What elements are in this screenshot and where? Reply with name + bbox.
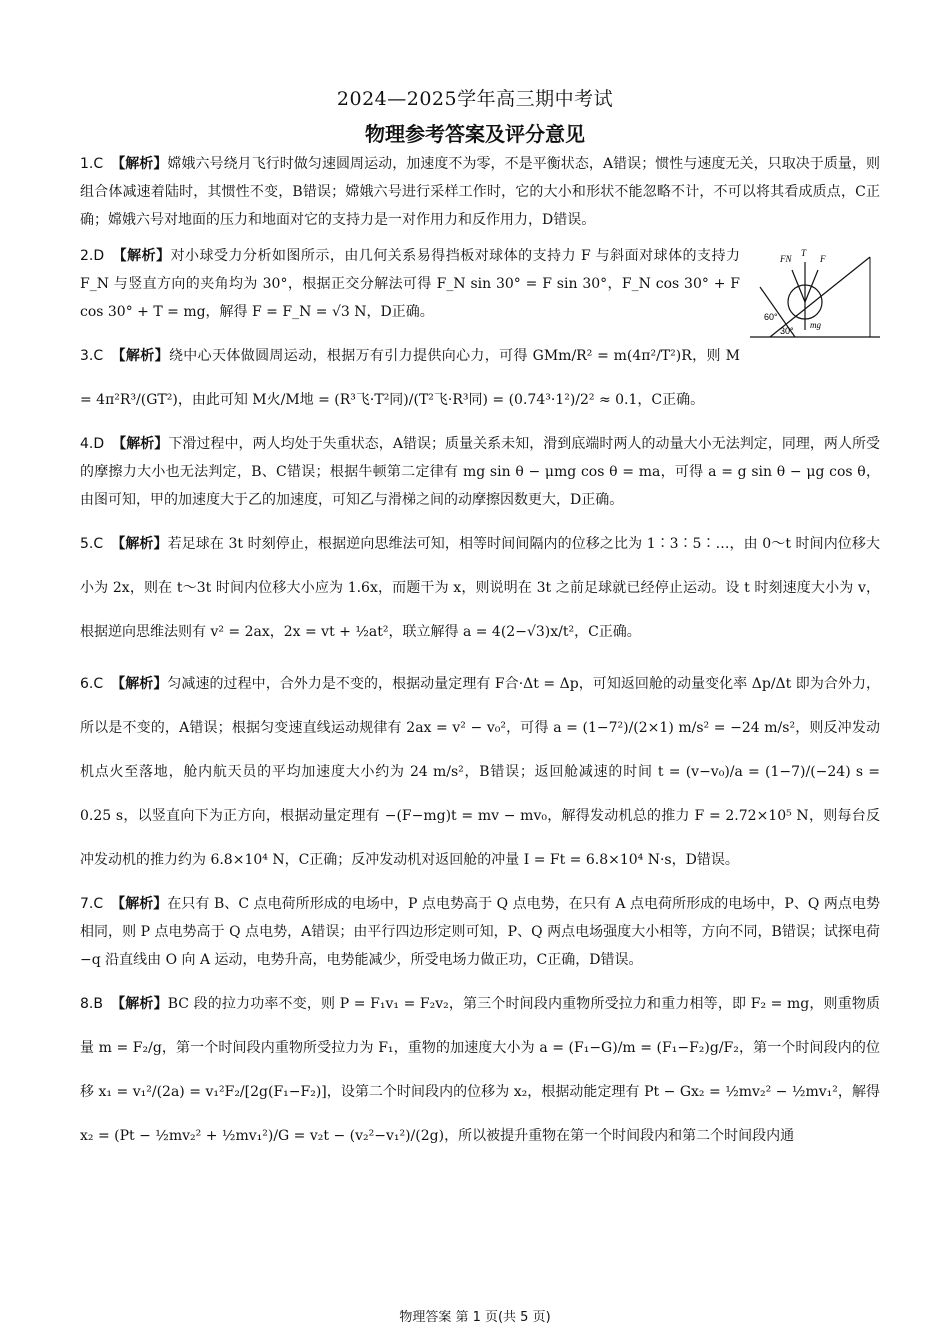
analysis-tag: 【解析】 [112,248,171,264]
analysis-tag: 【解析】 [111,536,168,552]
answer-subtitle: 物理参考答案及评分意见 [365,122,585,146]
answer-item-2 [80,242,880,336]
answer-text: 匀减速的过程中，合外力是不变的，根据动量定理有 F合·Δt = Δp，可知返回舱的动量变化率 Δp/Δt 即为合外力，所以是不变的，A错误；根据匀变速直线运动规律有 2ax = v² − v₀²，可得 a = (1−7²)/(2×1) m/s² = −24 m/s²，则反冲发动机点火至落地，舱内航天员的平均加速度大小约为 24 m/s²，B错误；返回舱减速的时间 t = (v−v₀)/a = (1−7)/(−24) s = 0.25 s，以竖直向下为正方向，根据动量定理有 −(F−mg)t = mv − mv₀，解得发动机总的推力 F = 2.72×10⁵ N，则每台反冲发动机的推力约为 6.8×10⁴ N，C正确；反冲发动机对返回舱的冲量 I = Ft = 6.8×10⁴ N·s，D错误。 [80,676,881,868]
answer-number: 1.C [80,156,104,172]
answer-text: 嫦娥六号绕月飞行时做匀速圆周运动，加速度不为零，不是平衡状态，A错误；惯性与速度无关，只取决于质量，则组合体减速着陆时，其惯性不变，B错误；嫦娥六号进行采样工作时，它的大小和形状不能忽略不计，不可以将其看成质点，C正确；嫦娥六号对地面的压力和地面对它的支持力是一对作用力和反作用力，D错误。 [80,156,880,228]
answer-number: 7.C [80,896,104,912]
fig-label-fn: FN [780,254,792,264]
answer-number: 4.D [80,436,105,452]
answer-number: 5.C [80,536,104,552]
answer-item-3 [80,334,880,422]
fig-label-30: 30° [780,326,794,336]
fig-label-f: F [820,254,826,264]
analysis-tag: 【解析】 [111,896,168,912]
analysis-tag: 【解析】 [111,156,168,172]
answer-item-8 [80,982,880,1158]
analysis-tag: 【解析】 [110,996,168,1012]
answer-text: 下滑过程中，两人均处于失重状态，A错误；质量关系未知，滑到底端时两人的动量大小无法判定，同理，两人所受的摩擦力大小也无法判定，B、C错误；根据牛顿第二定律有 mg sin θ − μmg cos θ = ma，可得 a = g sin θ − μg cos θ，由图可知，甲的加速度大于乙的加速度，可知乙与滑梯之间的动摩擦因数更大，D正确。 [80,436,881,508]
answer-number: 3.C [80,348,104,364]
exam-title: 2024—2025学年高三期中考试 [336,88,614,110]
analysis-tag: 【解析】 [112,436,169,452]
answer-text: 对小球受力分析如图所示，由几何关系易得挡板对球体的支持力 F 与斜面对球体的支持力 F_N 与竖直方向的夹角均为 30°，根据正交分解法可得 F_N sin 30° = F sin 30°，F_N cos 30° + F cos 30° + T = mg，解得 F = F_N = √3 N，D正确。 [80,248,740,320]
answer-item-1 [80,150,880,234]
fig-label-t: T [801,248,807,258]
answer-list [80,150,880,1166]
answer-item-5 [80,522,880,654]
answer-text: 若足球在 3t 时刻停止，根据逆向思维法可知，相等时间间隔内的位移之比为 1∶3∶5∶…，由 0～t 时间内位移大小为 2x，则在 t～3t 时间内位移大小应为 1.6x，而题干为 x，则说明在 3t 之前足球就已经停止运动。设 t 时刻速度大小为 v，根据逆向思维法则有 v² = 2ax，2x = vt + ½at²，联立解得 a = 4(2−√3)x/t²，C正确。 [80,536,880,640]
answer-item-7 [80,890,880,974]
analysis-tag: 【解析】 [111,348,169,364]
answer-item-6 [80,662,880,882]
answer-text: 在只有 B、C 点电荷所形成的电场中，P 点电势高于 Q 点电势，在只有 A 点电荷所形成的电场中，P、Q 两点电势相同，则 P 点电势高于 Q 点电势，A错误；由平行四边形定则可知，P、Q 两点电场强度大小相等，方向不同，B错误；试探电荷 −q 沿直线由 O 向 A 运动，电势升高，电势能减少，所受电场力做正功，C正确，D错误。 [80,896,881,968]
page-footer: 物理答案 第 1 页(共 5 页) [399,1310,551,1325]
analysis-tag: 【解析】 [111,676,168,692]
answer-item-4 [80,430,880,514]
answer-number: 2.D [80,248,105,264]
force-diagram-figure [750,242,880,342]
answer-number: 6.C [80,676,104,692]
answer-text: 绕中心天体做圆周运动，根据万有引力提供向心力，可得 GMm/R² = m(4π²/T²)R，则 M = 4π²R³/(GT²)，由此可知 M火/M地 = (R³飞·T²同)/(T²飞·R³同) = (0.74³·1²)/2² ≈ 0.1，C正确。 [80,348,740,408]
fig-label-mg: mg [810,320,821,330]
answer-text: BC 段的拉力功率不变，则 P = F₁v₁ = F₂v₂，第三个时间段内重物所受拉力和重力相等，即 F₂ = mg，则重物质量 m = F₂/g，第一个时间段内重物所受拉力为 F₁，重物的加速度大小为 a = (F₁−G)/m = (F₁−F₂)g/F₂，第一个时间段内的位移 x₁ = v₁²/(2a) = v₁²F₂/[2g(F₁−F₂)]，设第二个时间段内的位移为 x₂，根据动能定理有 Pt − Gx₂ = ½mv₂² − ½mv₁²，解得 x₂ = (Pt − ½mv₂² + ½mv₁²)/G = v₂t − (v₂²−v₁²)/(2g)，所以被提升重物在第一个时间段内和第二个时间段内通 [80,996,881,1144]
answer-number: 8.B [80,996,103,1012]
fig-label-60: 60° [764,312,778,322]
